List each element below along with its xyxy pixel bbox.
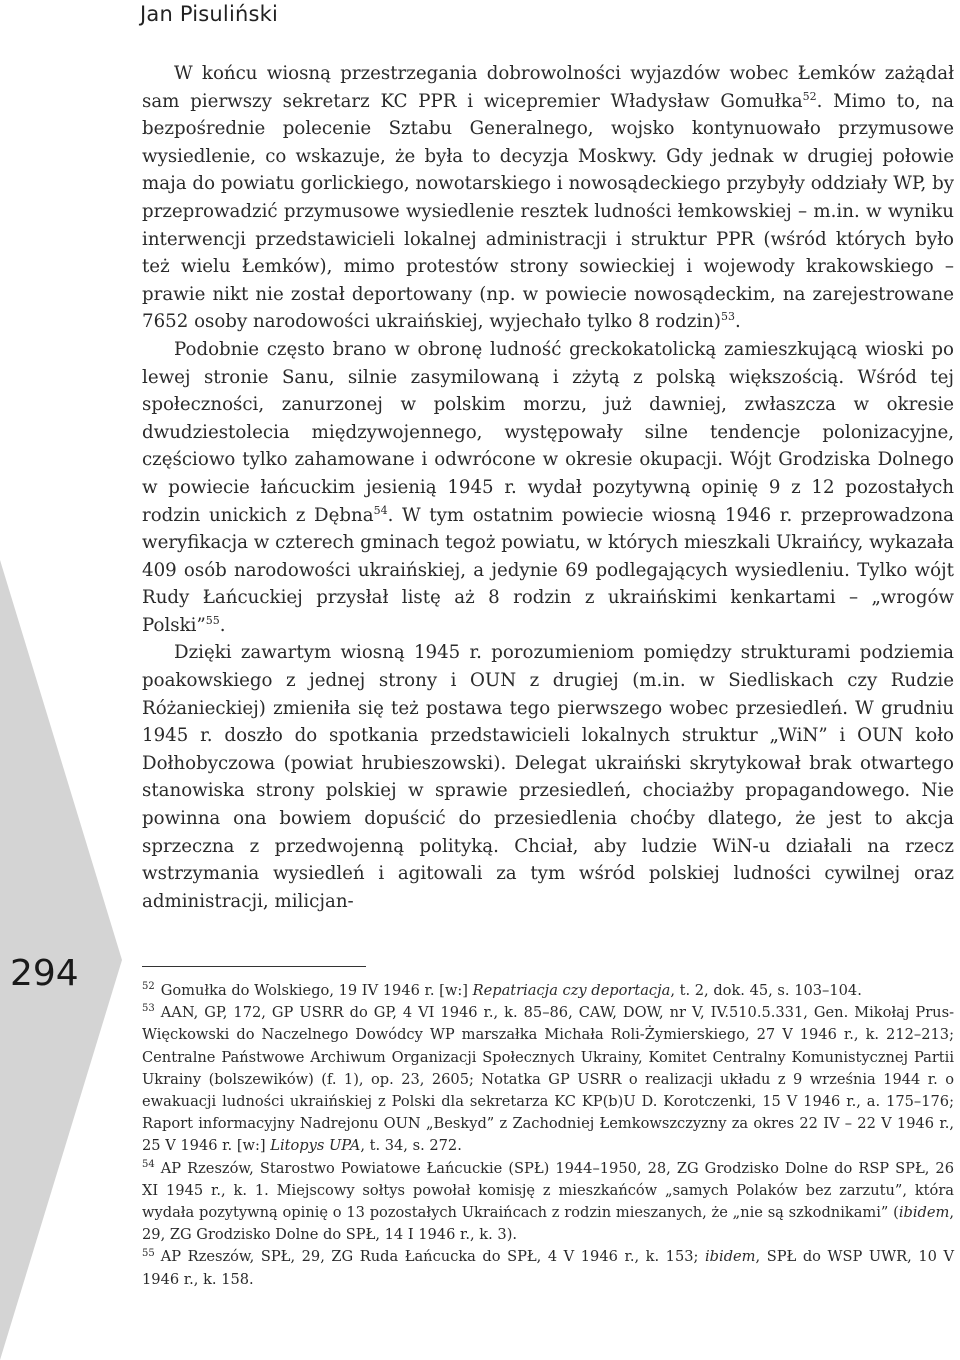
footnote-number: 52 [142, 981, 155, 993]
footnote-reference[interactable]: 55 [205, 613, 220, 627]
footnote: $^{52}$ Gomułka do Wolskiego, 19 IV 1946 r. [w:] Repatriacja czy deportacja, t. 2, dok. 45, s. 103–104. [142, 981, 862, 999]
footnote-number: 53 [142, 1003, 155, 1015]
footnote-reference[interactable]: 52 [802, 89, 817, 103]
footnote-number: 54 [142, 1158, 155, 1170]
footnote-separator [142, 966, 366, 967]
footnote: $^{54}$ AP Rzeszów, Starostwo Powiatowe Łańcuckie (SPŁ) 1944–1950, 28, ZG Grodzisko Dolne do RSP SPŁ, 26 XI 1945 r., k. 1. Miejscowy sołtys powołał komisję z mieszkańców „samych Polaków bez zarzutu”, która wydała pozytywną opinię o 13 pozostałych Ukraińcach z rodzin mieszanych, że „nie są szkodnikami” (ibidem, 29, ZG Grodzisko Dolne do SPŁ, 14 I 1946 r., k. 3). [142, 1158, 954, 1244]
footnote: $^{55}$ AP Rzeszów, SPŁ, 29, ZG Ruda Łańcucka do SPŁ, 4 V 1946 r., k. 153; ibidem, SPŁ do WSP UWR, 10 V 1946 r., k. 158. [142, 1247, 954, 1288]
page-number: 294 [10, 953, 79, 994]
running-head-author: Jan Pisuliński [140, 2, 279, 26]
paragraph: Dzięki zawartym wiosną 1945 r. porozumieniom pomiędzy strukturami podziemia poakowskiego z jednej strony i OUN z drugiej (m.in. w Siedliskach czy Rudzie Różanieckiej) zmieniła się też postawa tego pierwszego wobec przesiedleń. W grudniu 1945 r. doszło do spotkania przedstawicieli lokalnych struktur „WiN” i OUN koło Dołhobyczowa (powiat hrubieszowski). Delegat ukraiński skrytykował brak otwartego stanowiska strony polskiej w sprawie przesiedleń, chociażby propagandowego. Nie powinna ona bowiem dopuścić do przesiedlenia choćby dlatego, że jest to akcja sprzeczna z przedwojenną polityką. Chciał, aby ludzie WiN-u działali na rzecz wstrzymania wysiedleń i agitowali za tym wśród polskiej ludności cywilnej oraz administracji, milicjan- [142, 642, 954, 912]
footnote-reference[interactable]: 54 [373, 503, 388, 517]
footnote-reference[interactable]: 53 [720, 310, 735, 324]
footnote: $^{53}$ AAN, GP, 172, GP USRR do GP, 4 VI 1946 r., k. 85–86, CAW, DOW, nr V, IV.510.5.331, Gen. Mikołaj Prus-Więckowski do Naczelnego Dowódcy WP marszałka Michała Roli-Żymierskiego, 27 V 1946 r., k. 212–213; Centralne Państwowe Archiwum Organizacji Społecznych Ukrainy, Komitet Centralny Komunistycznej Partii Ukrainy (bolszewików) (f. 1), op. 23, 2605; Notatka GP USRR o realizacji układu z 9 września 1944 r. o ewakuacji ludności ukraińskiej z Polski dla sekretarza KC KP(b)U D. Korotczenki, 15 V 1946 r., a. 175–176; Raport informacyjny Nadrejonu OUN „Beskyd” z Zachodniej Łemkowszczyzny za okres 22 IV – 22 V 1946 r., 25 V 1946 r. [w:] Litopys UPA, t. 34, s. 272. [142, 1003, 954, 1155]
footnote-number: 55 [142, 1247, 155, 1259]
main-text [142, 60, 954, 915]
paragraph: W końcu wiosną przestrzegania dobrowolności wyjazdów wobec Łemków zażądał sam pierwszy sekretarz KC PPR i wicepremier Władysław Gomułka$^{52}$. Mimo to, na bezpośrednie polecenie Sztabu Generalnego, wojsko kontynuowało przymusowe wysiedlenie, co wskazuje, że była to decyzja Moskwy. Gdy jednak w drugiej połowie maja do powiatu gorlickiego, nowotarskiego i nowosądeckiego przybyły oddziały WP, by przeprowadzić przymusowe wysiedlenie resztek ludności łemkowskiej – m.in. w wyniku interwencji przedstawicieli lokalnej administracji i struktur PPR (wśród których było też wielu Łemków), mimo protestów strony sowieckiej i wojewody krakowskiego – prawie nikt nie został deportowany (np. w powiecie nowosądeckim, na zarejestrowane 7652 osoby narodowości ukraińskiej, wyjechało tylko 8 rodzin)$^{53}$. [142, 63, 955, 333]
paragraph: Podobnie często brano w obronę ludność greckokatolicką zamieszkującą wioski po lewej stronie Sanu, silnie zasymilowaną i zżytą z polską większością. Wśród tej społeczności, zanurzonej w polskim morzu, już dawniej, zwłaszcza w okresie dwudziestolecia międzywojennego, występowały silne tendencje polonizacyjne, częściowo tylko zahamowane i odwrócone w okresie okupacji. Wójt Grodziska Dolnego w powiecie łańcuckim jesienią 1945 r. wydał pozytywną opinię 9 z 12 pozostałych rodzin unickich z Dębna$^{54}$. W tym ostatnim powiecie wiosną 1946 r. przeprowadzona weryfikacja w czterech gminach tegoż powiatu, w których mieszkali Ukraińcy, wykazała 409 osób narodowości ukraińskiej, a jedynie 69 podlegających wysiedleniu. Tylko wójt Rudy Łańcuckiej przysłał listę aż 8 rodzin z ukraińskimi kenkartami – „wrogów Polski”$^{55}$. [142, 338, 954, 636]
footnotes [142, 980, 954, 1291]
